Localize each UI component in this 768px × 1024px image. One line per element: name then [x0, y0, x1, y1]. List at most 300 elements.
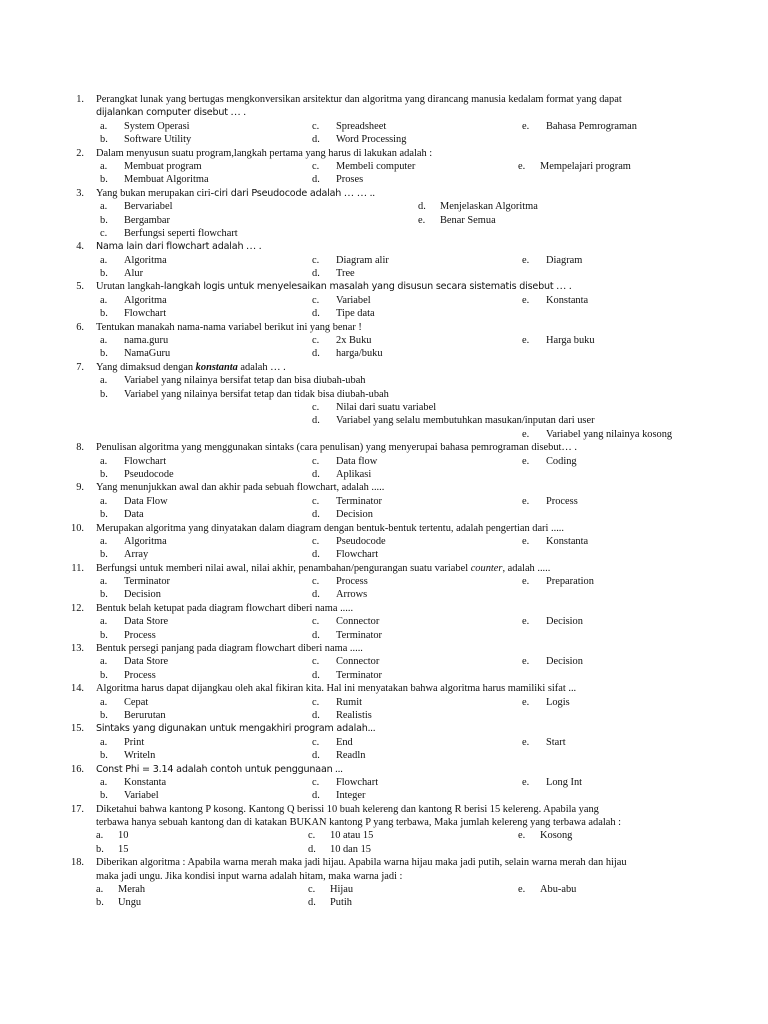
question-stem [96, 240, 262, 253]
option-text-d: Putih [330, 897, 352, 909]
option-letter-c: c. [312, 401, 320, 413]
option-text-b: Berurutan [124, 709, 166, 721]
question-stem [96, 816, 621, 829]
option-letter-d: d. [312, 415, 320, 427]
option-letter-a: a. [100, 455, 108, 467]
question-stem [96, 803, 599, 816]
option-text-b: Bergambar [124, 214, 170, 226]
stem-text: Dalam menyusun suatu program,langkah pertama yang harus di lakukan adalah : [96, 147, 433, 159]
question-stem-line [0, 856, 768, 869]
stem-emphasis: counter [470, 562, 503, 574]
option-letter-d: d. [312, 348, 320, 360]
option-letter-a: a. [100, 201, 108, 213]
question-stem [96, 147, 432, 160]
option-letter-e: e. [522, 495, 530, 507]
option-text-d: Flowchart [336, 549, 379, 561]
option-text-c: Variabel [336, 294, 371, 306]
question-stem [96, 481, 384, 494]
option-text-a: Konstanta [124, 776, 167, 788]
stem-emphasis: Nama lain dari flowchart adalah [96, 241, 244, 253]
option-letter-d: d. [312, 750, 320, 762]
answer-row [0, 468, 768, 481]
option-letter-c: c. [312, 160, 320, 172]
option-text-d: Integer [336, 790, 366, 802]
question-12 [0, 602, 768, 642]
question-stem [96, 280, 572, 293]
question-number: 13. [71, 643, 84, 655]
option-text-c: Pseudocode [336, 535, 386, 547]
question-1 [0, 93, 768, 147]
stem-emphasis: langkah logis untuk menyelesaikan masalah yang disusun secara sistematis disebut [163, 281, 554, 293]
question-stem [96, 106, 246, 119]
option-letter-b: b. [100, 629, 108, 641]
question-10 [0, 522, 768, 562]
stem-text: ... [332, 763, 343, 775]
question-stem-line [0, 147, 768, 160]
option-text-a: System Operasi [124, 120, 190, 132]
question-11 [0, 562, 768, 602]
option-text-c: Spreadsheet [336, 120, 387, 132]
option-text-b: NamaGuru [124, 348, 171, 360]
option-letter-e: e. [522, 335, 530, 347]
question-2 [0, 147, 768, 187]
option-letter-c: c. [312, 776, 320, 788]
option-letter-b: b. [100, 790, 108, 802]
option-letter-b: b. [100, 549, 108, 561]
answer-row [0, 535, 768, 548]
option-letter-a: a. [100, 335, 108, 347]
option-letter-e: e. [518, 160, 526, 172]
question-18 [0, 856, 768, 910]
option-letter-b: b. [100, 468, 108, 480]
question-13 [0, 642, 768, 682]
option-letter-c: c. [312, 576, 320, 588]
option-text-e: Benar Semua [440, 214, 496, 226]
stem-emphasis: ciri dari Pseudocode adalah [214, 187, 342, 199]
option-text-d: Decision [336, 509, 373, 521]
option-letter-e: e. [522, 120, 530, 132]
option-letter-d: d. [418, 201, 426, 213]
option-letter-d: d. [312, 790, 320, 802]
stem-text: Urutan langkah- [96, 281, 164, 293]
option-letter-b: b. [100, 509, 108, 521]
answer-row [0, 334, 768, 347]
option-text-a: Print [124, 736, 145, 748]
option-text-e: Preparation [546, 576, 594, 588]
question-stem-line [0, 562, 768, 575]
stem-text: Algoritma harus dapat dijangkau oleh akal fikiran kita. Hal ini menyatakan bahwa algoritma harus mamiliki sifat ... [96, 683, 577, 695]
answer-row [0, 428, 768, 441]
answer-row [0, 776, 768, 789]
option-text-a: Flowchart [124, 455, 167, 467]
answer-row [0, 508, 768, 521]
option-text-b: Flowchart [124, 308, 167, 320]
option-text-e: Variabel yang nilainya kosong [546, 428, 673, 440]
option-text-b: 15 [118, 843, 129, 855]
answer-row [0, 495, 768, 508]
stem-emphasis: Sintaks yang digunakan untuk mengakhiri program adalah [96, 723, 368, 735]
stem-text: Yang dimaksud dengan [96, 361, 196, 373]
question-stem-line [0, 240, 768, 253]
option-letter-a: a. [100, 375, 108, 387]
answer-row [0, 709, 768, 722]
option-text-b: Variabel yang nilainya bersifat tetap dan tidak bisa diubah-ubah [124, 388, 389, 400]
answer-row [0, 575, 768, 588]
option-letter-e: e. [522, 736, 530, 748]
option-letter-b: b. [100, 669, 108, 681]
stem-text: Yang bukan merupakan ciri- [96, 187, 215, 199]
option-text-b: Variabel [124, 790, 159, 802]
option-letter-b: b. [100, 134, 108, 146]
option-text-e: Coding [546, 455, 577, 467]
option-text-c: Membeli computer [336, 160, 416, 172]
question-number: 1. [76, 94, 84, 105]
option-letter-d: d. [312, 549, 320, 561]
option-letter-d: d. [308, 843, 316, 855]
question-stem [96, 187, 375, 200]
option-letter-d: d. [312, 589, 320, 601]
answer-row [0, 736, 768, 749]
question-number: 4. [76, 241, 84, 253]
question-17 [0, 803, 768, 857]
option-text-e: Konstanta [546, 535, 589, 547]
question-3 [0, 187, 768, 241]
option-letter-e: e. [522, 455, 530, 467]
question-number: 15. [71, 723, 84, 735]
question-9 [0, 481, 768, 521]
question-stem-line [0, 682, 768, 695]
option-text-c: End [336, 736, 353, 748]
option-text-d: Word Processing [336, 134, 407, 146]
option-text-d: Terminator [336, 629, 383, 641]
option-letter-e: e. [518, 830, 526, 842]
question-number: 8. [76, 442, 84, 454]
option-letter-e: e. [522, 656, 530, 668]
question-number: 12. [71, 602, 84, 614]
option-text-b: Process [124, 669, 156, 681]
question-number: 17. [71, 803, 84, 815]
answer-row [0, 254, 768, 267]
answer-row [0, 401, 768, 414]
option-letter-a: a. [100, 656, 108, 668]
answer-row [0, 267, 768, 280]
option-text-e: Long Int [546, 776, 583, 788]
stem-text: adalah … . [237, 361, 286, 373]
answer-row [0, 749, 768, 762]
option-text-d: Terminator [336, 669, 383, 681]
question-stem-line [0, 602, 768, 615]
option-text-e: Harga buku [546, 335, 595, 347]
question-stem [96, 93, 622, 106]
option-letter-b: b. [100, 268, 108, 280]
question-number: 16. [71, 763, 84, 775]
option-text-c: Connector [336, 616, 380, 628]
option-text-c: Diagram alir [336, 254, 389, 266]
option-text-a: Bervariabel [124, 201, 173, 213]
answer-row [0, 588, 768, 601]
stem-text: Tentukan manakah nama-nama variabel berikut ini yang benar ! [96, 321, 362, 333]
option-text-d: harga/buku [336, 348, 383, 360]
question-stem-line [0, 816, 768, 829]
option-letter-a: a. [96, 884, 104, 896]
option-text-a: Cepat [124, 696, 149, 708]
answer-row [0, 655, 768, 668]
question-16 [0, 763, 768, 803]
option-letter-b: b. [100, 214, 108, 226]
option-letter-e: e. [522, 576, 530, 588]
question-stem [96, 856, 627, 869]
answer-row [0, 455, 768, 468]
answer-row [0, 120, 768, 133]
question-number: 9. [76, 482, 84, 494]
option-letter-d: d. [312, 709, 320, 721]
stem-text: Bentuk persegi panjang pada diagram flowchart diberi nama ..... [96, 643, 363, 655]
option-text-e: Bahasa Pemrograman [546, 120, 637, 132]
option-letter-d: d. [312, 308, 320, 320]
option-text-b: Pseudocode [124, 468, 174, 480]
stem-text: Perangkat lunak yang bertugas mengkonversikan arsitektur dan algoritma yang dirancang manusia kedalam format yang dapat [96, 94, 622, 105]
option-letter-c: c. [312, 455, 320, 467]
option-letter-d: d. [312, 134, 320, 146]
option-letter-a: a. [96, 830, 104, 842]
question-stem-line [0, 870, 768, 883]
question-stem-line [0, 803, 768, 816]
option-letter-a: a. [100, 696, 108, 708]
option-letter-b: b. [96, 843, 104, 855]
option-letter-a: a. [100, 160, 108, 172]
question-stem-line [0, 187, 768, 200]
option-text-c: Berfungsi seperti flowchart [124, 227, 238, 239]
answer-row [0, 548, 768, 561]
option-text-e: Start [546, 736, 566, 748]
stem-text: , adalah ..... [502, 562, 551, 574]
option-letter-e: e. [522, 696, 530, 708]
question-number: 7. [76, 361, 84, 373]
answer-row [0, 843, 768, 856]
option-text-a: Data Store [124, 616, 169, 628]
question-stem [96, 441, 577, 454]
question-15 [0, 722, 768, 762]
answer-row [0, 696, 768, 709]
question-stem-line [0, 361, 768, 374]
option-text-b: Alur [124, 268, 144, 280]
question-stem [96, 321, 362, 334]
option-text-e: Process [546, 495, 578, 507]
option-text-a: Algoritma [124, 294, 167, 306]
option-text-a: nama.guru [124, 335, 169, 347]
answer-row [0, 307, 768, 320]
question-stem [96, 602, 353, 615]
option-text-c: Terminator [336, 495, 383, 507]
stem-text: terbawa hanya sebuah kantong dan di katakan BUKAN kantong P yang terbawa, Maka jumlah kelereng yang terbawa adalah : [96, 817, 622, 829]
option-text-a: Variabel yang nilainya bersifat tetap dan bisa diubah-ubah [124, 375, 366, 387]
question-stem-line [0, 441, 768, 454]
option-letter-e: e. [518, 884, 526, 896]
answer-row [0, 133, 768, 146]
option-text-c: Hijau [330, 884, 354, 896]
option-letter-d: d. [308, 897, 316, 909]
option-letter-d: d. [312, 509, 320, 521]
answer-row [0, 615, 768, 628]
question-stem [96, 642, 363, 655]
option-letter-b: b. [100, 589, 108, 601]
option-letter-b: b. [100, 308, 108, 320]
option-text-b: Decision [124, 589, 161, 601]
stem-text: Bentuk belah ketupat pada diagram flowchart diberi nama ..... [96, 602, 354, 614]
option-letter-e: e. [522, 776, 530, 788]
option-text-a: Data Flow [124, 495, 168, 507]
option-letter-a: a. [100, 616, 108, 628]
option-letter-a: a. [100, 120, 108, 132]
stem-text: Penulisan algoritma yang menggunakan sintaks (cara penulisan) yang menyerupai bahasa pemrograman disebut… . [96, 442, 577, 454]
option-text-b: Process [124, 629, 156, 641]
answer-row [0, 160, 768, 173]
stem-text: … . [243, 241, 262, 253]
option-text-e: Konstanta [546, 294, 589, 306]
option-letter-c: c. [312, 656, 320, 668]
question-stem-line [0, 763, 768, 776]
option-text-c: Connector [336, 656, 380, 668]
stem-text: … . [553, 281, 572, 293]
option-text-a: Data Store [124, 656, 169, 668]
option-letter-b: b. [100, 709, 108, 721]
question-stem-line [0, 106, 768, 119]
option-text-a: Membuat program [124, 160, 202, 172]
question-number: 6. [76, 321, 84, 333]
option-text-a: Algoritma [124, 254, 167, 266]
option-text-a: Merah [118, 884, 146, 896]
option-letter-a: a. [100, 776, 108, 788]
option-letter-d: d. [312, 468, 320, 480]
stem-text: … . [227, 107, 247, 119]
option-text-b: Software Utility [124, 134, 192, 146]
option-letter-d: d. [312, 629, 320, 641]
stem-text: Merupakan algoritma yang dinyatakan dalam diagram dengan bentuk-bentuk tertentu, adalah pengertian dari ..... [96, 522, 564, 534]
option-letter-a: a. [100, 535, 108, 547]
question-number: 11. [71, 562, 84, 574]
option-letter-c: c. [312, 736, 320, 748]
question-stem-line [0, 522, 768, 535]
question-stem-line [0, 321, 768, 334]
question-stem-line [0, 280, 768, 293]
stem-text: … … .. [341, 187, 375, 199]
answer-row [0, 669, 768, 682]
answer-row [0, 883, 768, 896]
option-letter-a: a. [100, 254, 108, 266]
option-text-d: Variabel yang selalu membutuhkan masukan/inputan dari user [336, 415, 595, 427]
option-text-a: Algoritma [124, 535, 167, 547]
option-text-a: 10 [118, 830, 129, 842]
option-letter-e: e. [522, 616, 530, 628]
stem-text: ... [367, 723, 376, 735]
option-text-c: Rumit [336, 696, 362, 708]
answer-row [0, 294, 768, 307]
answer-row [0, 200, 768, 213]
question-number: 2. [76, 147, 84, 159]
option-text-d: Proses [336, 174, 364, 186]
option-letter-d: d. [312, 669, 320, 681]
option-letter-a: a. [100, 736, 108, 748]
question-number: 14. [71, 683, 84, 695]
question-14 [0, 682, 768, 722]
question-7 [0, 361, 768, 441]
stem-text: Diketahui bahwa kantong P kosong. Kantong Q berissi 10 buah kelereng dan kantong R berisi 15 kelereng. Apabila yang [96, 803, 599, 815]
option-letter-b: b. [100, 388, 108, 400]
option-letter-b: b. [100, 348, 108, 360]
option-text-a: Terminator [124, 576, 171, 588]
question-5 [0, 280, 768, 320]
option-text-c: Flowchart [336, 776, 379, 788]
option-letter-e: e. [418, 214, 426, 226]
question-number: 5. [76, 281, 84, 293]
question-stem [96, 722, 375, 735]
question-stem [96, 870, 402, 883]
question-stem-line [0, 642, 768, 655]
question-number: 18. [71, 857, 84, 869]
option-text-d: Realistis [336, 709, 372, 721]
question-stem-line [0, 93, 768, 106]
answer-row [0, 414, 768, 427]
option-letter-a: a. [100, 495, 108, 507]
answer-row [0, 214, 768, 227]
question-stem [96, 682, 576, 695]
option-letter-b: b. [96, 897, 104, 909]
option-text-b: Writeln [124, 750, 156, 762]
option-text-c: Data flow [336, 455, 378, 467]
option-letter-c: c. [308, 830, 316, 842]
option-letter-c: c. [312, 254, 320, 266]
answer-row [0, 629, 768, 642]
option-text-d: Tree [336, 268, 355, 280]
option-letter-a: a. [100, 576, 108, 588]
option-letter-c: c. [312, 294, 320, 306]
answer-row [0, 789, 768, 802]
question-stem [96, 763, 343, 776]
option-text-c: 2x Buku [336, 335, 372, 347]
answer-row [0, 388, 768, 401]
stem-text: Yang menunjukkan awal dan akhir pada sebuah flowchart, adalah ..... [96, 482, 385, 494]
option-text-e: Mempelajari program [540, 160, 631, 172]
answer-row [0, 347, 768, 360]
option-text-e: Diagram [546, 254, 583, 266]
option-letter-e: e. [522, 254, 530, 266]
option-letter-c: c. [312, 616, 320, 628]
option-letter-c: c. [312, 535, 320, 547]
option-text-d: Aplikasi [336, 468, 372, 480]
option-letter-b: b. [100, 750, 108, 762]
answer-row [0, 829, 768, 842]
question-stem [96, 522, 564, 535]
option-letter-e: e. [522, 294, 530, 306]
option-text-b: Membuat Algoritma [124, 174, 209, 186]
option-text-b: Ungu [118, 897, 142, 909]
answer-row [0, 173, 768, 186]
option-text-e: Kosong [540, 830, 573, 842]
option-letter-e: e. [522, 535, 530, 547]
option-letter-a: a. [100, 294, 108, 306]
question-stem-line [0, 722, 768, 735]
answer-row [0, 374, 768, 387]
question-number: 3. [76, 187, 84, 199]
question-6 [0, 321, 768, 361]
option-text-e: Logis [546, 696, 570, 708]
option-text-c: Process [336, 576, 368, 588]
option-letter-c: c. [100, 227, 108, 239]
stem-text: Diberikan algoritma : Apabila warna merah maka jadi hijau. Apabila warna hijau maka jadi putih, selain warna merah dan hijau [96, 857, 627, 869]
option-text-e: Decision [546, 616, 583, 628]
option-letter-c: c. [312, 495, 320, 507]
question-stem [96, 361, 286, 374]
